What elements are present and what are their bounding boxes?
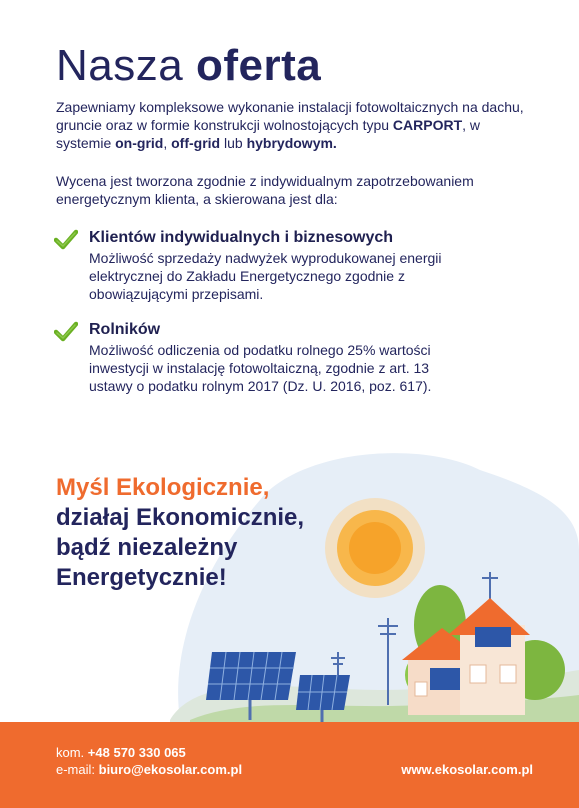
slogan-line-4: Energetycznie! bbox=[56, 564, 227, 591]
email-line[interactable]: e-mail: biuro@ekosolar.com.pl bbox=[56, 762, 243, 777]
page-title: Nasza oferta bbox=[56, 41, 322, 90]
slogan-line-3: bądź niezależny bbox=[56, 534, 238, 561]
slogan-line-1: Myśl Ekologicznie, bbox=[56, 474, 270, 501]
item-body-farmers: Możliwość odliczenia od podatku rolnego 25% wartości inwestycji w instalację fotowoltaiczną, zgodnie z art. 13 ustawy o podatku rolnym 2017 (Dz. U. 2016, poz. 617). bbox=[89, 342, 432, 394]
checkmark-icon bbox=[54, 320, 78, 342]
item-body-individual: Możliwość sprzedaży nadwyżek wyprodukowanej energii elektrycznej do Zakładu Energetycznego zgodnie z obowiązującymi przepisami. bbox=[89, 250, 442, 302]
slogan bbox=[56, 473, 304, 593]
item-title-farmers: Rolników bbox=[89, 321, 161, 338]
pricing-text: Wycena jest tworzona zgodnie z indywidualnym zapotrzebowaniem energetycznym klienta, a skierowana jest dla: bbox=[56, 173, 474, 207]
website-link[interactable]: www.ekosolar.com.pl bbox=[401, 762, 533, 777]
intro-text: Zapewniamy kompleksowe wykonanie instalacji fotowoltaicznych na dachu, gruncie oraz w formie konstrukcji wolnostojących typu CARPORT, w systemie on-grid, off-grid lub hybrydowym. bbox=[56, 99, 524, 151]
slogan-line-2: działaj Ekonomicznie, bbox=[56, 504, 305, 531]
sun-icon bbox=[325, 498, 425, 598]
checkmark-icon bbox=[54, 228, 78, 250]
item-title-individual: Klientów indywidualnych i biznesowych bbox=[89, 229, 394, 246]
contact-info bbox=[56, 744, 242, 778]
phone-line[interactable]: kom. +48 570 330 065 bbox=[56, 745, 186, 760]
